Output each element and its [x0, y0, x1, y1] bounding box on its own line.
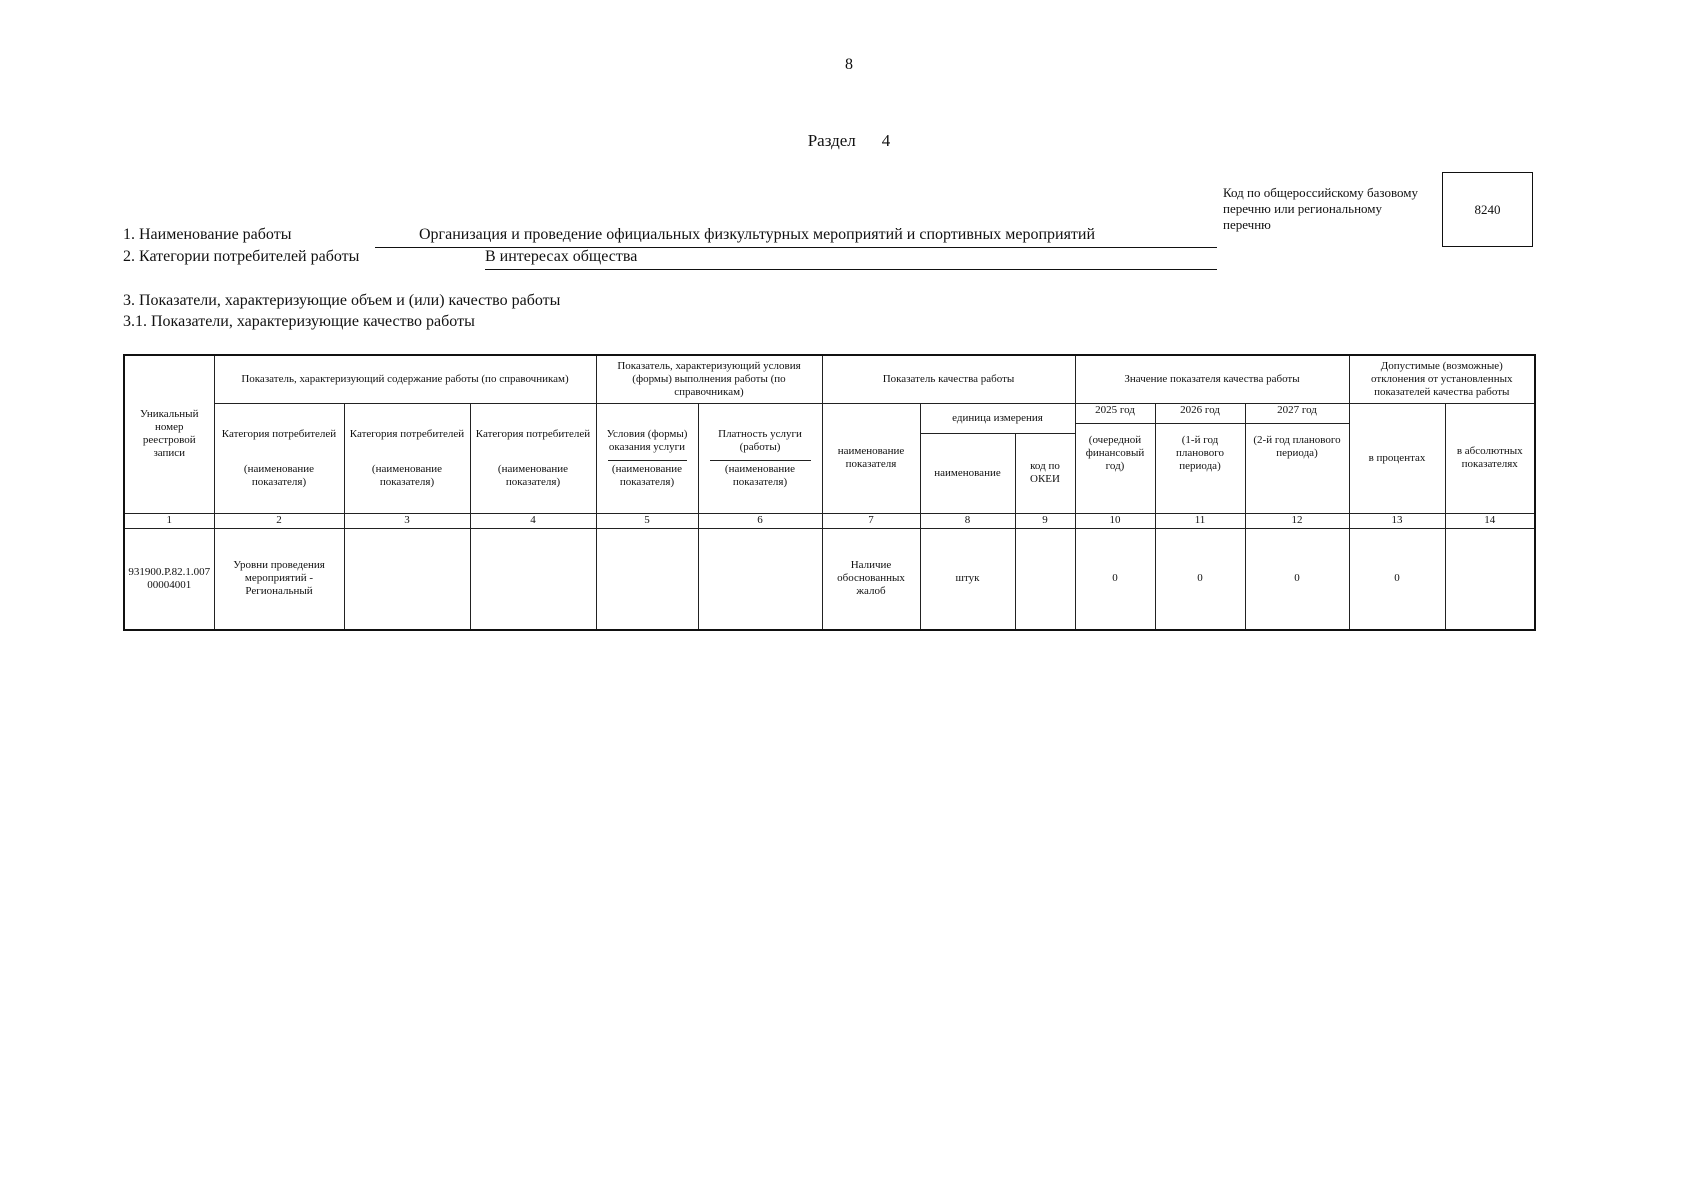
column-numbers-row — [124, 513, 1535, 528]
col-number: 14 — [1445, 513, 1535, 528]
header-percent: в процентах — [1349, 403, 1445, 513]
cell-unique-number: 931900.Р.82.1.00700004001 — [124, 528, 214, 630]
quality-table — [123, 354, 1536, 631]
conditions-label: Условия (формы) оказания услуги — [606, 427, 688, 453]
category-label: Категория потребителей — [349, 427, 465, 440]
year-2026-label: 2026 год — [1156, 404, 1245, 424]
col-number: 4 — [470, 513, 596, 528]
cell-value-2027: 0 — [1245, 528, 1349, 630]
col-number: 13 — [1349, 513, 1445, 528]
col-number: 1 — [124, 513, 214, 528]
category-label: Категория потребителей — [221, 427, 337, 440]
section-label: Раздел — [807, 131, 856, 150]
header-indicator-name: наименование показателя — [822, 403, 920, 513]
header-okei: код по ОКЕИ — [1015, 433, 1075, 513]
section-number: 4 — [881, 131, 891, 150]
col-number: 9 — [1015, 513, 1075, 528]
header-conditions-group: Показатель, характеризующий условия (формы) выполнения работы (по справочникам) — [596, 355, 822, 403]
indicator-name-paren: (наименование показателя) — [608, 460, 687, 489]
header-deviation-group: Допустимые (возможные) отклонения от установленных показателей качества работы — [1349, 355, 1535, 403]
cell-payment — [698, 528, 822, 630]
heading-3-1: 3.1. Показатели, характеризующие качество работы — [123, 313, 475, 330]
year-2025-note: (очередной финансовый год) — [1085, 433, 1145, 472]
header-payment — [698, 403, 822, 513]
header-unit: единица измерения — [920, 403, 1075, 433]
work-name-value: Организация и проведение официальных физкультурных мероприятий и спортивных мероприятий — [375, 226, 1217, 248]
col-number: 10 — [1075, 513, 1155, 528]
year-2025-label: 2025 год — [1076, 404, 1155, 424]
col-number: 5 — [596, 513, 698, 528]
col-number: 3 — [344, 513, 470, 528]
header-unit-name: наименование — [920, 433, 1015, 513]
header-unique-number: Уникальный номер реестровой записи — [124, 355, 214, 513]
year-2027-note: (2-й год планового периода) — [1253, 433, 1341, 459]
year-2027-label: 2027 год — [1246, 404, 1349, 424]
col-number: 2 — [214, 513, 344, 528]
cell-category-2 — [344, 528, 470, 630]
col-number: 8 — [920, 513, 1015, 528]
header-year-2027 — [1245, 403, 1349, 513]
col-number: 12 — [1245, 513, 1349, 528]
header-category-1 — [214, 403, 344, 513]
cell-deviation-percent: 0 — [1349, 528, 1445, 630]
code-label: Код по общероссийскому базовому перечню или региональному перечню — [1223, 185, 1419, 232]
cell-value-2025: 0 — [1075, 528, 1155, 630]
page-number: 8 — [845, 56, 853, 73]
col-number: 6 — [698, 513, 822, 528]
consumers-value: В интересах общества — [485, 248, 1217, 270]
indicator-name-paren: (наименование показателя) — [243, 462, 315, 488]
header-value-group: Значение показателя качества работы — [1075, 355, 1349, 403]
header-content-group: Показатель, характеризующий содержание работы (по справочникам) — [214, 355, 596, 403]
code-value: 8240 — [1474, 201, 1501, 217]
col-number: 7 — [822, 513, 920, 528]
cell-conditions — [596, 528, 698, 630]
heading-3: 3. Показатели, характеризующие объем и (или) качество работы — [123, 292, 561, 309]
section-title — [0, 131, 1698, 151]
cell-category-3 — [470, 528, 596, 630]
indicator-name-paren: (наименование показателя) — [710, 460, 811, 489]
indicator-name-paren: (наименование показателя) — [371, 462, 443, 488]
cell-category: Уровни проведения мероприятий - Региональный — [214, 528, 344, 630]
header-absolute: в абсолютных показателях — [1445, 403, 1535, 513]
table-row — [124, 528, 1535, 630]
indicator-name-paren: (наименование показателя) — [497, 462, 569, 488]
payment-label: Платность услуги (работы) — [718, 427, 802, 453]
cell-value-2026: 0 — [1155, 528, 1245, 630]
header-year-2025 — [1075, 403, 1155, 513]
work-name-label: 1. Наименование работы — [123, 226, 292, 243]
header-quality-group: Показатель качества работы — [822, 355, 1075, 403]
header-category-2 — [344, 403, 470, 513]
cell-indicator-name: Наличие обоснованных жалоб — [822, 528, 920, 630]
header-conditions — [596, 403, 698, 513]
year-2026-note: (1-й год планового периода) — [1175, 433, 1224, 472]
cell-okei — [1015, 528, 1075, 630]
consumers-label: 2. Категории потребителей работы — [123, 248, 360, 265]
header-year-2026 — [1155, 403, 1245, 513]
code-box — [1442, 172, 1533, 247]
category-label: Категория потребителей — [475, 427, 591, 440]
col-number: 11 — [1155, 513, 1245, 528]
cell-deviation-absolute — [1445, 528, 1535, 630]
cell-unit-name: штук — [920, 528, 1015, 630]
header-category-3 — [470, 403, 596, 513]
